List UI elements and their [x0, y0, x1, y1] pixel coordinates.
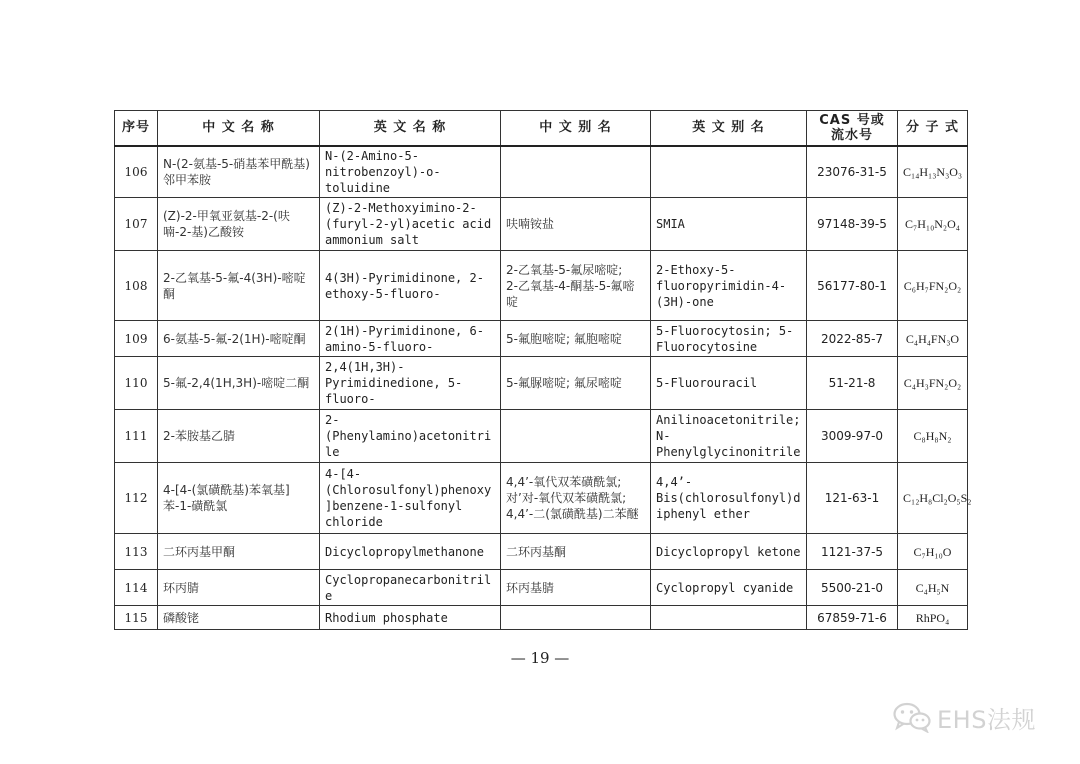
cell-formula: C₄H₄FN₃O [898, 321, 968, 357]
cell-cas: 121-63-1 [807, 463, 898, 534]
cell-english-alias: Cyclopropyl cyanide [651, 570, 807, 606]
cell-cas: 5500-21-0 [807, 570, 898, 606]
cell-english-alias: Anilinoacetonitrile; N-Phenylglycinonitrile [651, 410, 807, 463]
cell-chinese-alias [501, 410, 651, 463]
table-row [115, 570, 968, 606]
cell-formula: C₇H₁₀N₂O₄ [898, 198, 968, 251]
cell-chinese-name: 环丙腈 [158, 570, 320, 606]
header-chinese-name: 中 文 名 称 [158, 111, 320, 146]
header-seq: 序号 [115, 111, 158, 146]
cell-english-name: Rhodium phosphate [320, 606, 501, 630]
cell-no: 115 [115, 606, 158, 630]
cell-formula: C₆H₇FN₂O₂ [898, 251, 968, 321]
cell-chinese-name: (Z)-2-甲氧亚氨基-2-(呋喃-2-基)乙酸铵 [158, 198, 320, 251]
cell-cas: 97148-39-5 [807, 198, 898, 251]
cell-formula: C₁₄H₁₃N₃O₃ [898, 146, 968, 198]
cell-chinese-alias: 4,4’-氧代双苯磺酰氯; 对’对-氧代双苯磺酰氯; 4,4’-二(氯磺酰基)二苯醚 [501, 463, 651, 534]
cell-english-alias: 2-Ethoxy-5-fluoropyrimidin-4-(3H)-one [651, 251, 807, 321]
cell-cas: 51-21-8 [807, 357, 898, 410]
cell-no: 113 [115, 534, 158, 570]
cell-english-alias: 5-Fluorouracil [651, 357, 807, 410]
cell-formula: C₇H₁₀O [898, 534, 968, 570]
cell-cas: 1121-37-5 [807, 534, 898, 570]
cell-no: 112 [115, 463, 158, 534]
cell-english-alias: 4,4’-Bis(chlorosulfonyl)diphenyl ether [651, 463, 807, 534]
table-row [115, 357, 968, 410]
cell-no: 111 [115, 410, 158, 463]
cell-no: 110 [115, 357, 158, 410]
wechat-icon [892, 701, 932, 733]
cell-formula: RhPO₄ [898, 606, 968, 630]
chemical-table [114, 110, 972, 630]
cell-no: 114 [115, 570, 158, 606]
table-row [115, 321, 968, 357]
cell-english-name: (Z)-2-Methoxyimino-2-(furyl-2-yl)acetic acid ammonium salt [320, 198, 501, 251]
table-row [115, 534, 968, 570]
cell-english-name: N-(2-Amino-5-nitrobenzoyl)-o-toluidine [320, 146, 501, 198]
cell-cas: 23076-31-5 [807, 146, 898, 198]
cell-english-alias [651, 606, 807, 630]
header-cas: CAS 号或 流水号 [807, 111, 898, 146]
table-row [115, 198, 968, 251]
watermark [892, 700, 1036, 734]
header-formula: 分 子 式 [898, 111, 968, 146]
cell-no: 108 [115, 251, 158, 321]
cell-english-alias: Dicyclopropyl ketone [651, 534, 807, 570]
cell-chinese-alias: 二环丙基酮 [501, 534, 651, 570]
table-header-row [115, 111, 968, 146]
table-row [115, 463, 968, 534]
cell-chinese-name: 4-[4-(氯磺酰基)苯氧基]苯-1-磺酰氯 [158, 463, 320, 534]
header-english-alias: 英 文 别 名 [651, 111, 807, 146]
cell-chinese-name: 磷酸铑 [158, 606, 320, 630]
cell-chinese-alias: 5-氟胞嘧啶; 氟胞嘧啶 [501, 321, 651, 357]
watermark-text: EHS法规 [937, 705, 1036, 734]
cell-chinese-alias: 呋喃铵盐 [501, 198, 651, 251]
cell-cas: 67859-71-6 [807, 606, 898, 630]
cell-no: 109 [115, 321, 158, 357]
cell-chinese-alias: 5-氟脲嘧啶; 氟尿嘧啶 [501, 357, 651, 410]
cell-cas: 56177-80-1 [807, 251, 898, 321]
cell-english-alias: SMIA [651, 198, 807, 251]
table-row [115, 146, 968, 198]
cell-chinese-alias [501, 146, 651, 198]
header-chinese-alias: 中 文 别 名 [501, 111, 651, 146]
header-english-name: 英 文 名 称 [320, 111, 501, 146]
cell-chinese-name: 二环丙基甲酮 [158, 534, 320, 570]
cell-chinese-name: 5-氟-2,4(1H,3H)-嘧啶二酮 [158, 357, 320, 410]
page-number: — 19 — [510, 649, 570, 667]
table-row [115, 251, 968, 321]
cell-chinese-alias: 环丙基腈 [501, 570, 651, 606]
cell-english-name: Cyclopropanecarbonitrile [320, 570, 501, 606]
cell-english-alias [651, 146, 807, 198]
cell-cas: 2022-85-7 [807, 321, 898, 357]
cell-english-name: 4(3H)-Pyrimidinone, 2-ethoxy-5-fluoro- [320, 251, 501, 321]
cell-formula: C₄H₃FN₂O₂ [898, 357, 968, 410]
cell-formula: C₁₂H₈Cl₂O₅S₂ [898, 463, 968, 534]
cell-chinese-alias: 2-乙氧基-5-氟尿嘧啶; 2-乙氧基-4-酮基-5-氟嘧啶 [501, 251, 651, 321]
cell-chinese-name: N-(2-氨基-5-硝基苯甲酰基)邻甲苯胺 [158, 146, 320, 198]
cell-formula: C₄H₅N [898, 570, 968, 606]
cell-english-name: 2,4(1H,3H)-Pyrimidinedione, 5-fluoro- [320, 357, 501, 410]
cell-english-name: 4-[4-(Chlorosulfonyl)phenoxy]benzene-1-sulfonyl chloride [320, 463, 501, 534]
cell-chinese-name: 2-乙氧基-5-氟-4(3H)-嘧啶酮 [158, 251, 320, 321]
cell-formula: C₈H₈N₂ [898, 410, 968, 463]
cell-english-alias: 5-Fluorocytosin; 5-Fluorocytosine [651, 321, 807, 357]
cell-no: 106 [115, 146, 158, 198]
cell-english-name: 2-(Phenylamino)acetonitrile [320, 410, 501, 463]
cell-chinese-alias [501, 606, 651, 630]
cell-chinese-name: 6-氨基-5-氟-2(1H)-嘧啶酮 [158, 321, 320, 357]
cell-english-name: Dicyclopropylmethanone [320, 534, 501, 570]
cell-cas: 3009-97-0 [807, 410, 898, 463]
cell-chinese-name: 2-苯胺基乙腈 [158, 410, 320, 463]
table-row [115, 410, 968, 463]
cell-no: 107 [115, 198, 158, 251]
cell-english-name: 2(1H)-Pyrimidinone, 6-amino-5-fluoro- [320, 321, 501, 357]
table-row [115, 606, 968, 630]
